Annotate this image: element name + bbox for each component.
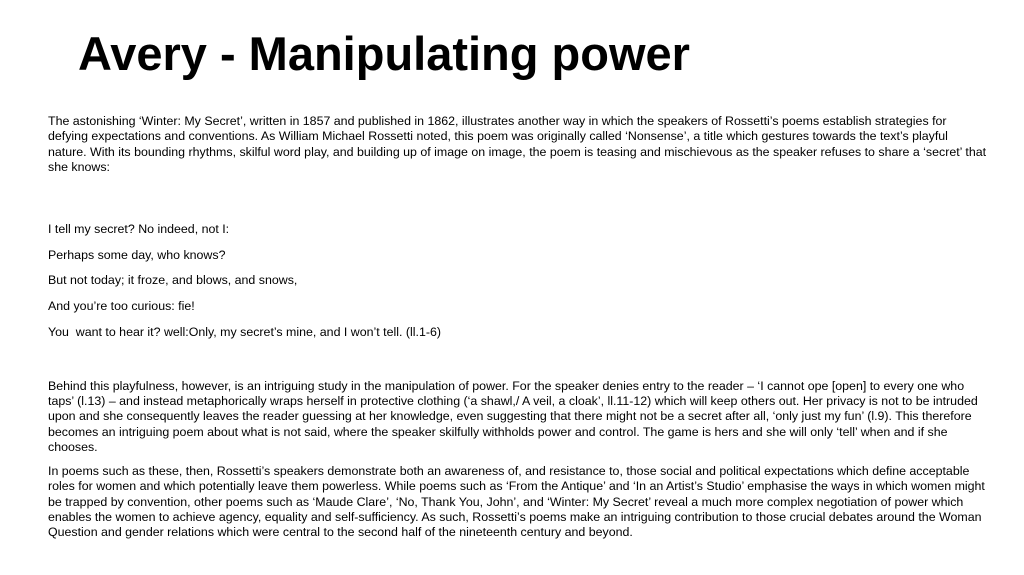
analysis-section — [48, 379, 988, 541]
intro-paragraph: The astonishing ‘Winter: My Secret’, written in 1857 and published in 1862, illustrates another way in which the speakers of Rossetti’s poems establish strategies for defying expectations and conventions. As William Michael Rossetti noted, this poem was originally called ‘Nonsense’, a title which gestures towards the text’s playful nature. With its bounding rhythms, skilful word play, and building up of image on image, the poem is teasing and mischievous as the speaker refuses to share a ‘secret’ that she knows: — [48, 114, 987, 175]
slide-title: Avery - Manipulating power — [78, 27, 690, 80]
poem-quote — [48, 222, 988, 341]
poem-line: You want to hear it? well:Only, my secret’s mine, and I won’t tell. (ll.1-6) — [48, 325, 441, 340]
conclusion-paragraph: In poems such as these, then, Rossetti’s speakers demonstrate both an awareness of, and resistance to, those social and political expectations which define acceptable roles for women and which potentially leave them powerless. While poems such as ‘From the Antique’ and ‘In an Artist’s Studio’ emphasise the ways in which women might be trapped by convention, other poems such as ‘Maude Clare’, ‘No, Thank You, John’, and ‘Winter: My Secret’ reveal a much more complex negotiation of power which enables the women to achieve agency, equality and self-sufficiency. As such, Rossetti’s poems make an intriguing contribution to those crucial debates around the Woman Question and gender relations which were central to the second half of the nineteenth century and beyond. — [48, 463, 985, 540]
poem-line: Perhaps some day, who knows? — [48, 247, 226, 262]
poem-line: But not today; it froze, and blows, and snows, — [48, 273, 298, 288]
slide-body — [48, 114, 988, 549]
poem-line: And you’re too curious: fie! — [48, 299, 195, 314]
poem-line: I tell my secret? No indeed, not I: — [48, 221, 230, 236]
analysis-paragraph: Behind this playfulness, however, is an intriguing study in the manipulation of power. For the speaker denies entry to the reader – ‘I cannot ope [open] to every one who taps’ (l.13) – and instead metaphorically wraps herself in protective clothing (‘a shawl,/ A veil, a cloak’, ll.11-12) which will keep others out. Her privacy is not to be intruded upon and she consequently leaves the reader guessing at her knowledge, even suggesting that there might not be a secret after all, ‘only just my fun’ (l.9). This therefore becomes an intriguing poem about what is not said, where the speaker skilfully withholds power and control. The game is hers and she will only ‘tell’ when and if she chooses. — [48, 378, 978, 455]
